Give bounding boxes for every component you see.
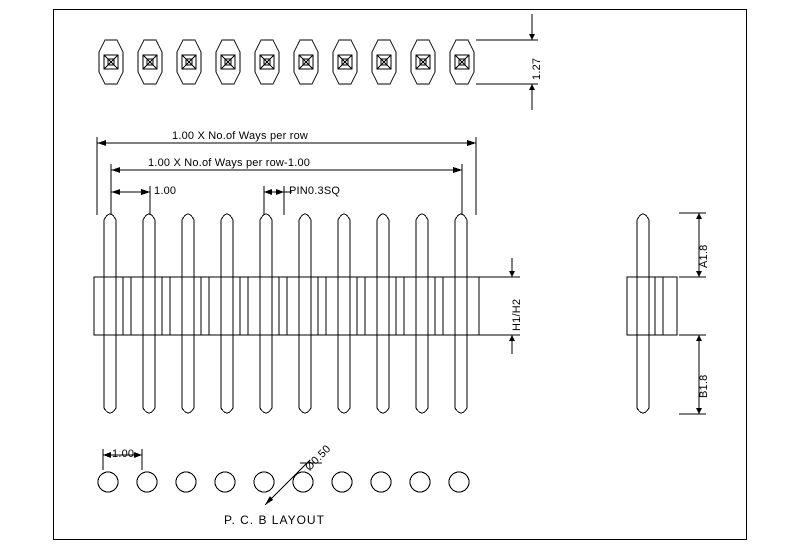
label-row-total-minus: 1.00 X No.of Ways per row-1.00 (148, 157, 311, 169)
label-pin-below: B1.8 (698, 374, 710, 398)
label-body-height: H1/H2 (511, 298, 523, 331)
label-row-total: 1.00 X No.of Ways per row (172, 130, 309, 142)
label-hole-dia: Ø0.50 (303, 443, 334, 474)
label-pitch-top: 1.27 (531, 57, 543, 80)
pcb-layout-title: P. C. B LAYOUT (224, 513, 325, 527)
label-pin-above: A1.8 (698, 244, 710, 268)
label-pitch: 1.00 (154, 185, 177, 197)
label-pin-size: PIN0.3SQ (289, 185, 341, 197)
label-pcb-pitch: 1.00 (112, 448, 135, 460)
drawing-border (53, 9, 747, 540)
